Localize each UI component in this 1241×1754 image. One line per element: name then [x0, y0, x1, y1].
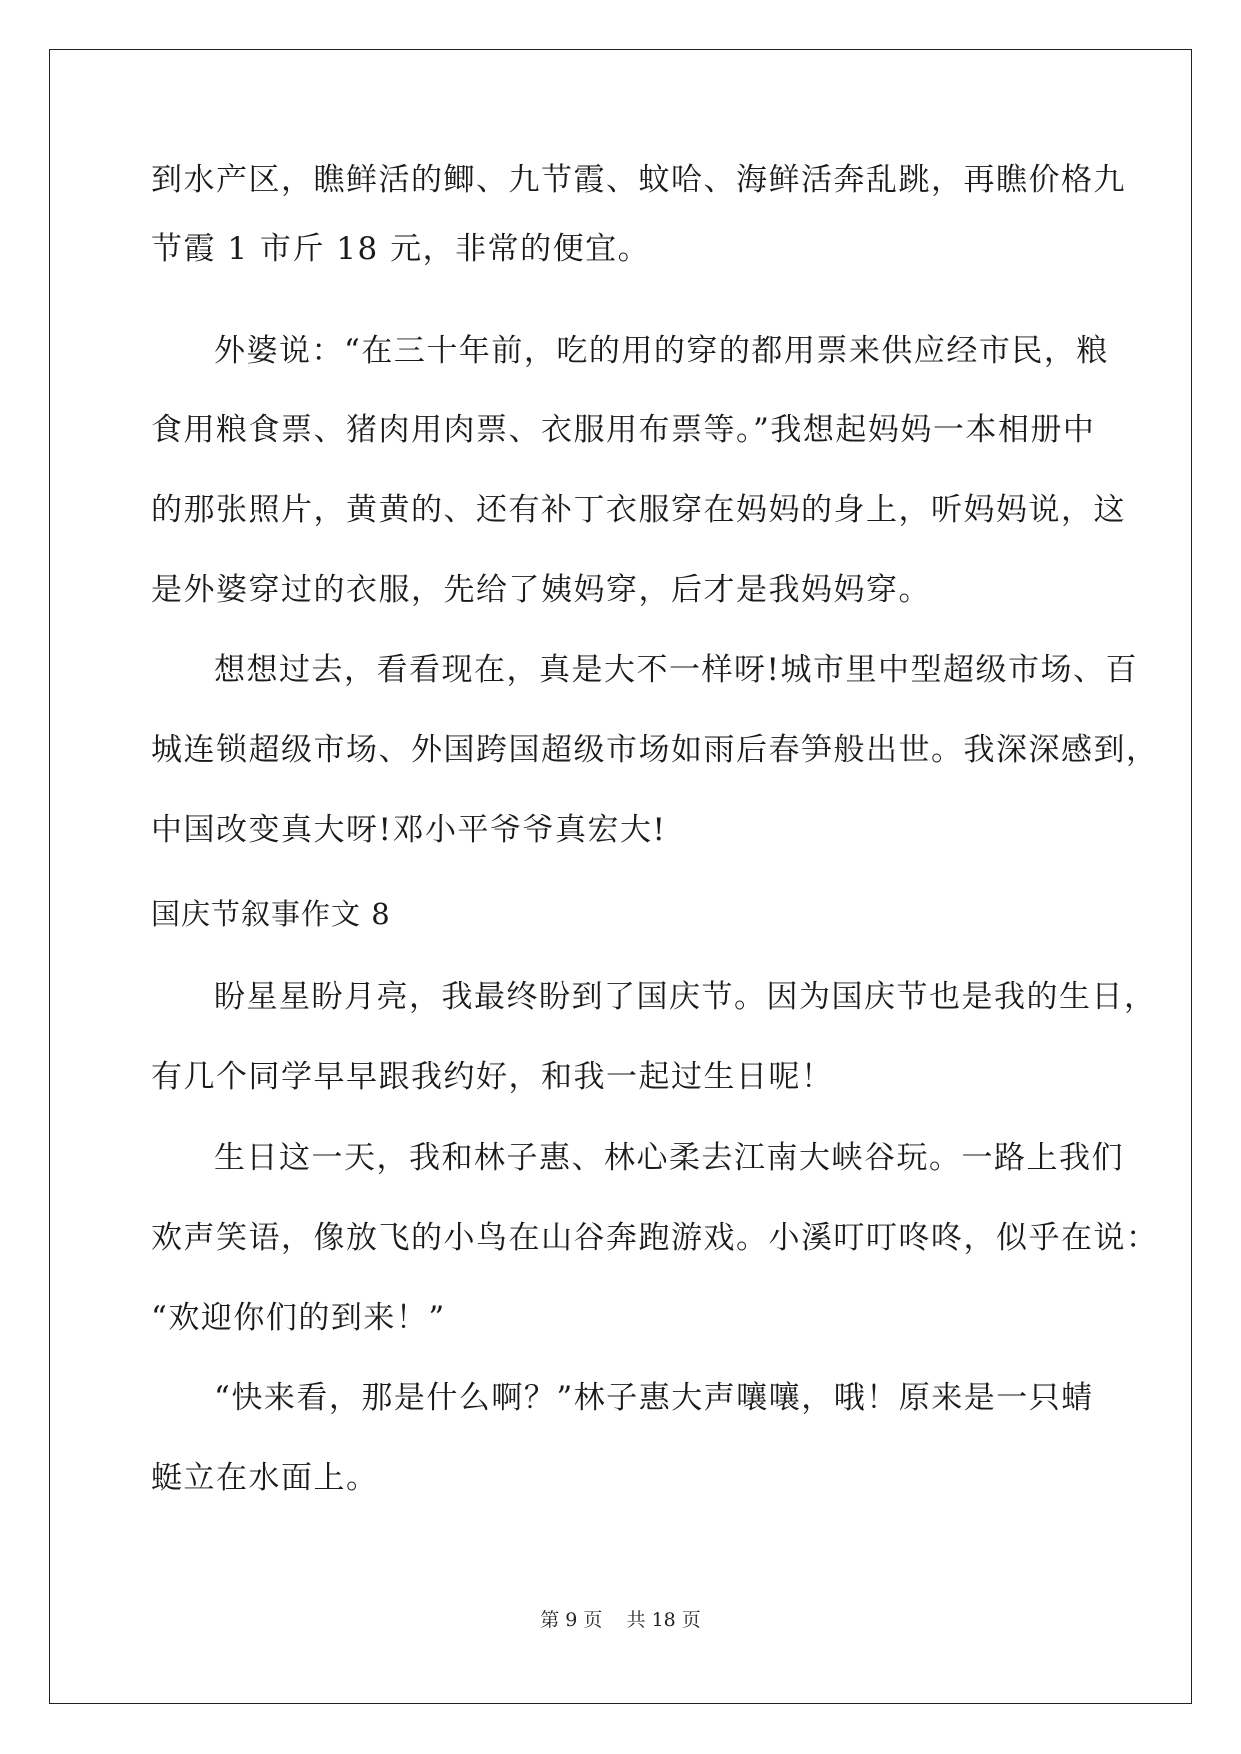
text-line-5: 的那张照片，黄黄的、还有补丁衣服穿在妈妈的身上，听妈妈说，这 [151, 492, 1126, 528]
text-line-2: 节霞 1 市斤 18 元，非常的便宜。 [151, 231, 651, 267]
page-total: 共 18 页 [626, 1609, 701, 1631]
text-line-14: 欢声笑语，像放飞的小鸟在山谷奔跑游戏。小溪叮叮咚咚，似乎在说： [151, 1220, 1159, 1256]
page-frame [49, 49, 1192, 1704]
page-footer [0, 1608, 1241, 1632]
paragraph-first-line: 盼星星盼月亮，我最终盼到了国庆节。因为国庆节也是我的生日， [214, 979, 1157, 1015]
text-line-8: 城连锁超级市场、外国跨国超级市场如雨后春笋般出世。我深深感到， [151, 732, 1159, 768]
page-number: 第 9 页 [540, 1609, 603, 1631]
section-heading: 国庆节叙事作文 8 [151, 897, 391, 931]
text-line-9: 中国改变真大呀!邓小平爷爷真宏大! [151, 812, 667, 848]
text-line-17: 蜓立在水面上。 [151, 1460, 379, 1496]
paragraph-first-line: “快来看，那是什么啊？”林子惠大声嚷嚷，哦！原来是一只蜻 [214, 1380, 1094, 1416]
text-line-4: 食用粮食票、猪肉用肉票、衣服用布票等。”我想起妈妈一本相册中 [151, 412, 1096, 448]
text-line-1: 到水产区，瞧鲜活的鲫、九节霞、蚊哈、海鲜活奔乱跳，再瞧价格九 [151, 162, 1126, 198]
text-line-12: 有几个同学早早跟我约好，和我一起过生日呢！ [151, 1059, 834, 1095]
text-line-6: 是外婆穿过的衣服，先给了姨妈穿，后才是我妈妈穿。 [151, 572, 931, 608]
text-line-15: “欢迎你们的到来！” [151, 1300, 446, 1336]
paragraph-first-line: 外婆说：“在三十年前，吃的用的穿的都用票来供应经市民，粮 [214, 333, 1109, 369]
paragraph-first-line: 想想过去，看看现在，真是大不一样呀!城市里中型超级市场、百 [214, 652, 1138, 688]
paragraph-first-line: 生日这一天，我和林子惠、林心柔去江南大峡谷玩。一路上我们 [214, 1140, 1124, 1176]
